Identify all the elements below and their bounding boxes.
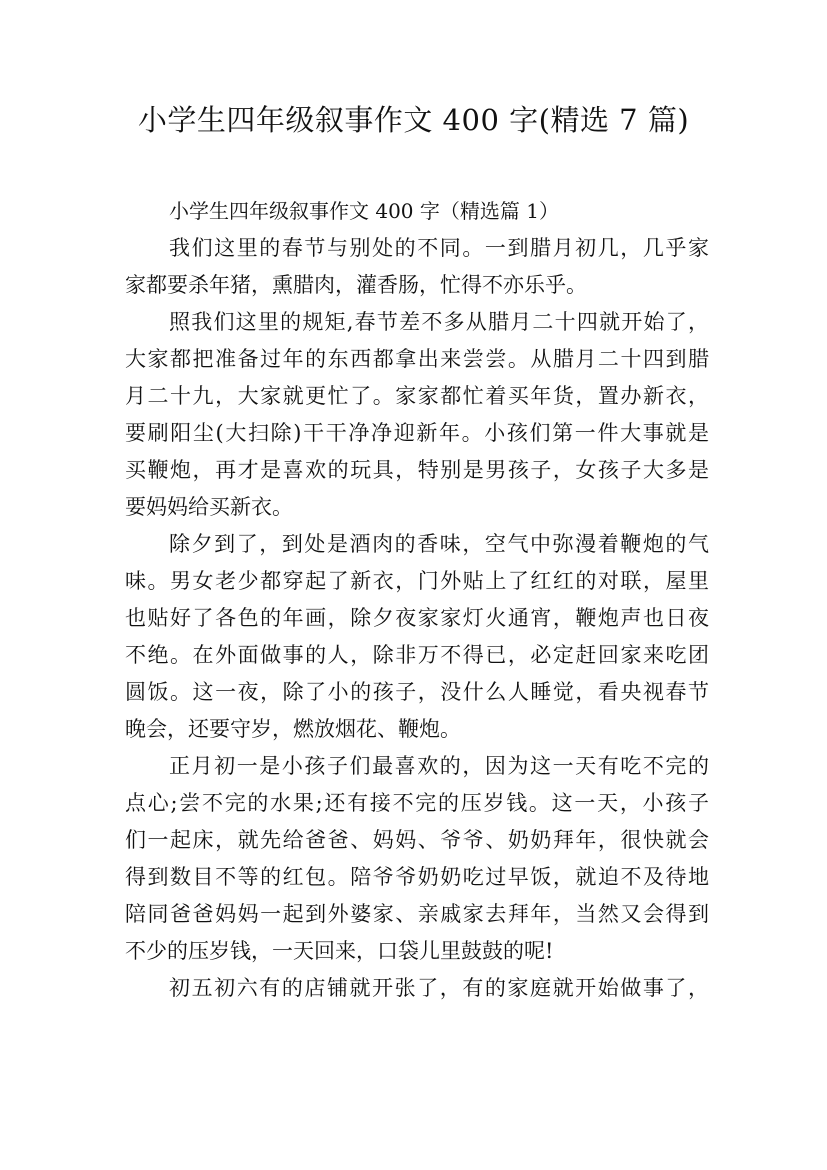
document-title: 小学生四年级叙事作文 400 字(精选 7 篇)	[137, 103, 690, 137]
paragraph-line: 不少的压岁钱，一天回来，口袋儿里鼓鼓的呢!	[125, 939, 554, 963]
paragraph-line: 晚会，还要守岁，燃放烟花、鞭炮。	[125, 717, 461, 741]
paragraph-line: 也贴好了各色的年画，除夕夜家家灯火通宵，鞭炮声也日夜	[125, 606, 709, 630]
document-body	[125, 193, 709, 1007]
paragraph-line: 照我们这里的规矩,春节差不多从腊月二十四就开始了，	[169, 310, 709, 334]
paragraph-line: 买鞭炮，再才是喜欢的玩具，特别是男孩子，女孩子大多是	[125, 458, 709, 482]
paragraph-line: 大家都把准备过年的东西都拿出来尝尝。从腊月二十四到腊	[125, 347, 709, 371]
paragraph-line: 要妈妈给买新衣。	[125, 495, 293, 519]
paragraph-line: 圆饭。这一夜，除了小的孩子，没什么人睡觉，看央视春节	[125, 680, 709, 704]
paragraph-line: 得到数目不等的红包。陪爷爷奶奶吃过早饭，就迫不及待地	[125, 865, 709, 889]
paragraph-line: 正月初一是小孩子们最喜欢的，因为这一天有吃不完的	[169, 754, 709, 778]
paragraph-line: 陪同爸爸妈妈一起到外婆家、亲戚家去拜年，当然又会得到	[125, 902, 709, 926]
paragraph-line: 家都要杀年猪，熏腊肉，灌香肠，忙得不亦乐乎。	[125, 273, 587, 297]
paragraph-line: 月二十九，大家就更忙了。家家都忙着买年货，置办新衣，	[125, 384, 709, 408]
section-heading: 小学生四年级叙事作文 400 字（精选篇 1）	[169, 199, 559, 223]
paragraph-line: 们一起床，就先给爸爸、妈妈、爷爷、奶奶拜年，很快就会	[125, 828, 709, 852]
paragraph-line: 不绝。在外面做事的人，除非万不得已，必定赶回家来吃团	[125, 643, 709, 667]
paragraph-line: 除夕到了，到处是酒肉的香味，空气中弥漫着鞭炮的气	[169, 532, 709, 556]
paragraph-line: 点心;尝不完的水果;还有接不完的压岁钱。这一天，小孩子	[125, 791, 709, 815]
paragraph-line: 我们这里的春节与别处的不同。一到腊月初几，几乎家	[169, 236, 709, 260]
paragraph-line: 初五初六有的店铺就开张了，有的家庭就开始做事了，	[169, 976, 709, 1000]
paragraph-line: 味。男女老少都穿起了新衣，门外贴上了红红的对联，屋里	[125, 569, 709, 593]
paragraph-line: 要刷阳尘(大扫除)干干净净迎新年。小孩们第一件大事就是	[125, 421, 709, 445]
